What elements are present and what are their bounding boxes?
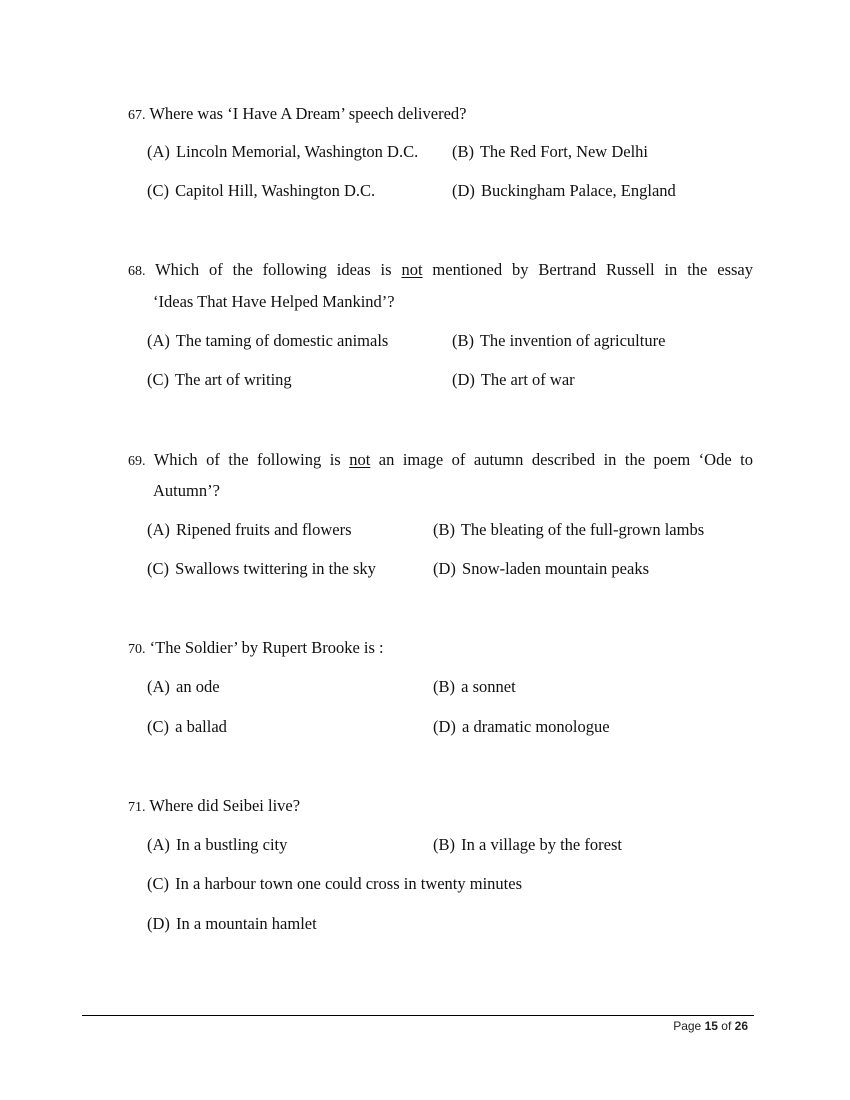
question-71	[128, 790, 753, 824]
option-text: a ballad	[175, 717, 227, 736]
option-label: (A)	[147, 835, 170, 854]
option-label: (A)	[147, 520, 170, 539]
option-71-b	[433, 833, 622, 857]
option-label: (D)	[433, 559, 456, 578]
question-text-part: Which of the following is	[153, 450, 350, 469]
option-label: (C)	[147, 181, 169, 200]
option-text: Buckingham Palace, England	[481, 181, 676, 200]
option-67-b	[452, 140, 648, 164]
question-text-part: Which of the following ideas is	[155, 260, 402, 279]
option-68-b	[452, 329, 665, 353]
option-text: The art of war	[480, 370, 575, 389]
question-68-continuation: ‘Ideas That Have Helped Mankind’?	[153, 292, 395, 311]
page-number-footer	[673, 1019, 748, 1033]
question-text-part: mentioned by Bertrand Russell in the essay	[422, 260, 753, 279]
option-69-a	[147, 518, 352, 542]
total-pages-number: 26	[734, 1019, 748, 1033]
page-word: Page	[673, 1019, 702, 1033]
option-label: (B)	[452, 142, 474, 161]
question-text: ‘The Soldier’ by Rupert Brooke is :	[149, 638, 384, 657]
question-68	[128, 254, 753, 288]
option-label: (D)	[452, 181, 475, 200]
option-text: Lincoln Memorial, Washington D.C.	[176, 142, 419, 161]
question-text: Where did Seibei live?	[149, 796, 301, 815]
option-text: In a village by the forest	[461, 835, 622, 854]
option-text: The Red Fort, New Delhi	[479, 142, 649, 161]
footer-divider	[82, 1015, 754, 1016]
option-label: (D)	[452, 370, 475, 389]
question-69-continuation: Autumn’?	[153, 481, 220, 500]
question-67	[128, 98, 753, 132]
option-text: a dramatic monologue	[462, 717, 610, 736]
option-70-c	[147, 715, 227, 739]
option-text: Capitol Hill, Washington D.C.	[175, 181, 376, 200]
option-label: (A)	[147, 142, 170, 161]
option-text: an ode	[176, 677, 220, 696]
option-label: (A)	[147, 331, 170, 350]
option-label: (C)	[147, 874, 169, 893]
of-word: of	[721, 1019, 732, 1033]
option-69-b	[433, 518, 704, 542]
option-label: (C)	[147, 370, 169, 389]
emphasis-underline: not	[401, 260, 423, 279]
option-label: (B)	[433, 677, 455, 696]
option-67-c	[147, 179, 375, 203]
question-number: 71.	[128, 800, 146, 815]
option-text: In a mountain hamlet	[176, 914, 317, 933]
option-text: Swallows twittering in the sky	[175, 559, 376, 578]
option-label: (B)	[433, 520, 455, 539]
question-number: 67.	[128, 108, 146, 123]
option-68-d	[452, 368, 575, 392]
current-page-number: 15	[704, 1019, 718, 1033]
question-text-part: an image of autumn described in the poem ‘Ode to	[370, 450, 753, 469]
option-70-a	[147, 675, 220, 699]
option-label: (B)	[433, 835, 455, 854]
option-67-d	[452, 179, 676, 203]
option-text: In a harbour town one could cross in twenty minutes	[175, 874, 523, 893]
option-text: The invention of agriculture	[479, 331, 666, 350]
option-70-d	[433, 715, 610, 739]
question-number: 68.	[128, 264, 146, 279]
question-number: 69.	[128, 454, 146, 469]
option-68-c	[147, 368, 292, 392]
option-text: a sonnet	[461, 677, 516, 696]
option-label: (D)	[433, 717, 456, 736]
option-text: The taming of domestic animals	[175, 331, 389, 350]
option-label: (D)	[147, 914, 170, 933]
question-number: 70.	[128, 642, 146, 657]
option-label: (A)	[147, 677, 170, 696]
option-70-b	[433, 675, 516, 699]
emphasis-underline: not	[349, 450, 371, 469]
option-67-a	[147, 140, 418, 164]
question-69	[128, 444, 753, 478]
option-text: Snow-laden mountain peaks	[462, 559, 649, 578]
option-69-d	[433, 557, 649, 581]
option-label: (B)	[452, 331, 474, 350]
option-label: (C)	[147, 717, 169, 736]
option-71-a	[147, 833, 287, 857]
question-70	[128, 632, 753, 666]
option-69-c	[147, 557, 376, 581]
option-71-c	[147, 872, 522, 896]
option-label: (C)	[147, 559, 169, 578]
question-text: Where was ‘I Have A Dream’ speech delivered?	[149, 104, 467, 123]
option-71-d	[147, 912, 317, 936]
option-68-a	[147, 329, 388, 353]
option-text: The bleating of the full-grown lambs	[460, 520, 705, 539]
option-text: Ripened fruits and flowers	[176, 520, 352, 539]
option-text: In a bustling city	[176, 835, 288, 854]
option-text: The art of writing	[174, 370, 292, 389]
